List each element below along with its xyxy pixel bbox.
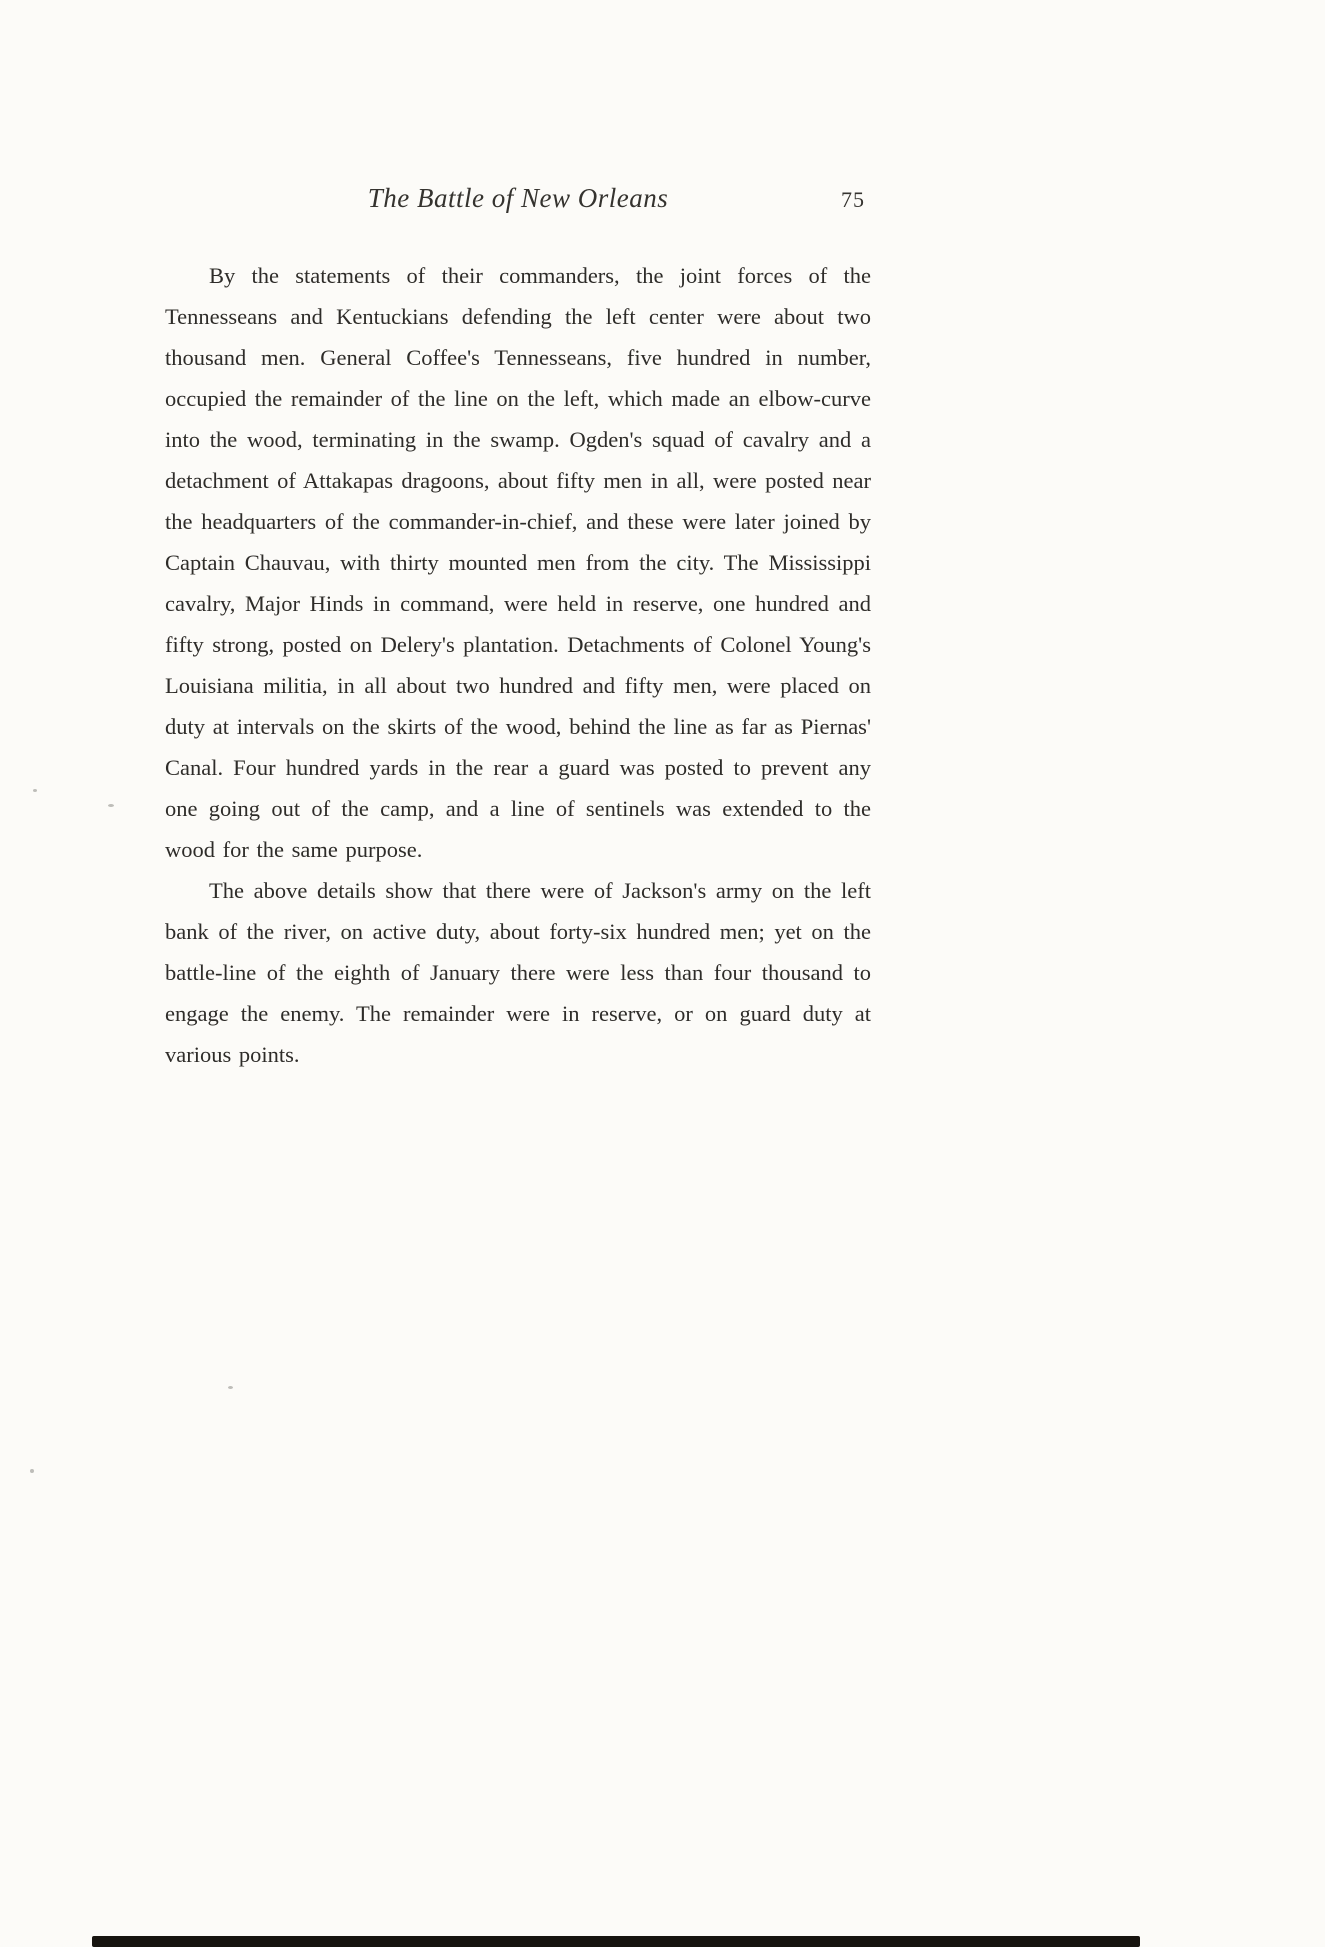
scan-speck (108, 804, 114, 807)
scan-speck (30, 1469, 34, 1473)
running-title: The Battle of New Orleans (367, 183, 669, 213)
paragraph-1: By the statements of their commanders, the joint forces of the Tennesseans and Kentuckians defending the left center were about two thousand men. General Coffee's Tennesseans, five hundred in number, occupied the remainder of the line on the left, which made an elbow-curve into the wood, terminating in the swamp. Ogden's squad of cavalry and a detachment of Attakapas dragoons, about fifty men in all, were posted near the headquarters of the commander-in-chief, and these were later joined by Captain Chauvau, with thirty mounted men from the city. The Mississippi cavalry, Major Hinds in command, were held in reserve, one hundred and fifty strong, posted on Delery's plantation. Detachments of Colonel Young's Louisiana militia, in all about two hundred and fifty men, were placed on duty at intervals on the skirts of the wood, behind the line as far as Piernas' Canal. Four hundred yards in the rear a guard was posted to prevent any one going out of the camp, and a line of sentinels was extended to the wood for the same purpose. (165, 263, 871, 862)
running-header (165, 183, 871, 227)
scan-edge-artifact (92, 1936, 1140, 1947)
page-number: 75 (841, 187, 865, 212)
scan-speck (228, 1386, 233, 1389)
paragraph-2: The above details show that there were of Jackson's army on the left bank of the river, on active duty, about forty-six hundred men; yet on the battle-line of the eighth of January there were less than four thousand to engage the enemy. The remainder were in reserve, or on guard duty at various points. (165, 878, 871, 1067)
scan-speck (33, 789, 37, 792)
body-text (165, 255, 871, 1075)
text-block (165, 183, 871, 1075)
